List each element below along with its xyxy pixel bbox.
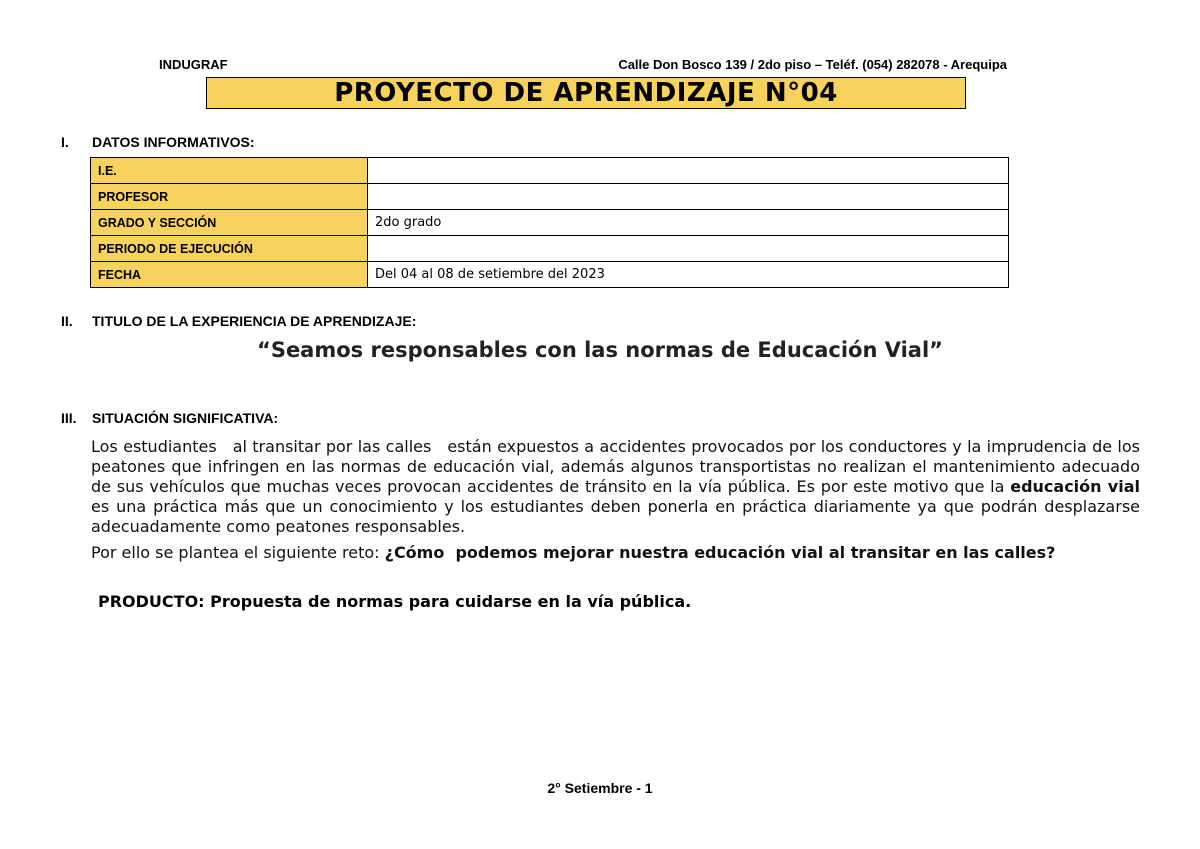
experience-title: “Seamos responsables con las normas de Educación Vial”	[257, 338, 943, 362]
info-label-grado: GRADO Y SECCIÓN	[91, 210, 368, 236]
info-value-fecha: Del 04 al 08 de setiembre del 2023	[368, 262, 1009, 288]
section-number: II.	[61, 313, 73, 329]
table-row	[91, 262, 1009, 288]
section-label: TITULO DE LA EXPERIENCIA DE APRENDIZAJE:	[92, 313, 417, 329]
info-value-periodo	[368, 236, 1009, 262]
section-number: III.	[61, 410, 77, 426]
section-heading-titulo	[61, 313, 416, 329]
header-company: INDUGRAF	[159, 57, 228, 72]
info-value-profesor	[368, 184, 1009, 210]
info-value-ie	[368, 158, 1009, 184]
challenge-question: ¿Cómo podemos mejorar nuestra educación vial al transitar en las calles?	[384, 543, 1056, 562]
table-row	[91, 184, 1009, 210]
situation-paragraph	[91, 437, 1146, 537]
info-table	[90, 157, 1009, 288]
product-statement: PRODUCTO: Propuesta de normas para cuidarse en la vía pública.	[98, 592, 692, 611]
table-row	[91, 210, 1009, 236]
header-address: Calle Don Bosco 139 / 2do piso – Teléf. (054) 282078 - Arequipa	[618, 57, 1007, 72]
situation-emphasis: educación vial	[1010, 477, 1141, 496]
challenge-lead: Por ello se plantea el siguiente reto:	[91, 543, 385, 562]
table-row	[91, 158, 1009, 184]
situation-text: Los estudiantes al transitar por las calles están expuestos a accidentes provocados por los conductores y la imprudencia de los peatones que infringen en las normas de educación vial, además algunos transportistas no realizan el mantenimiento adecuado de sus vehículos que muchas veces provocan accidentes de tránsito en la vía pública. Es por este motivo que la	[91, 437, 1146, 496]
section-label: SITUACIÓN SIGNIFICATIVA:	[92, 410, 279, 426]
info-label-periodo: PERIODO DE EJECUCIÓN	[91, 236, 368, 262]
table-row	[91, 236, 1009, 262]
info-label-ie: I.E.	[91, 158, 368, 184]
challenge-paragraph	[91, 543, 1055, 562]
info-label-profesor: PROFESOR	[91, 184, 368, 210]
page-footer: 2° Setiembre - 1	[547, 780, 653, 796]
page-title: PROYECTO DE APRENDIZAJE N°04	[206, 77, 966, 109]
section-heading-situacion	[61, 410, 278, 426]
info-value-grado: 2do grado	[368, 210, 1009, 236]
section-heading-datos	[61, 134, 255, 150]
situation-text-cont: es una práctica más que un conocimiento y los estudiantes deben ponerla en práctica diariamente ya que podrán desplazarse adecuadamente como peatones responsables.	[91, 497, 1140, 536]
section-label: DATOS INFORMATIVOS:	[92, 134, 255, 150]
info-label-fecha: FECHA	[91, 262, 368, 288]
section-number: I.	[61, 134, 69, 150]
